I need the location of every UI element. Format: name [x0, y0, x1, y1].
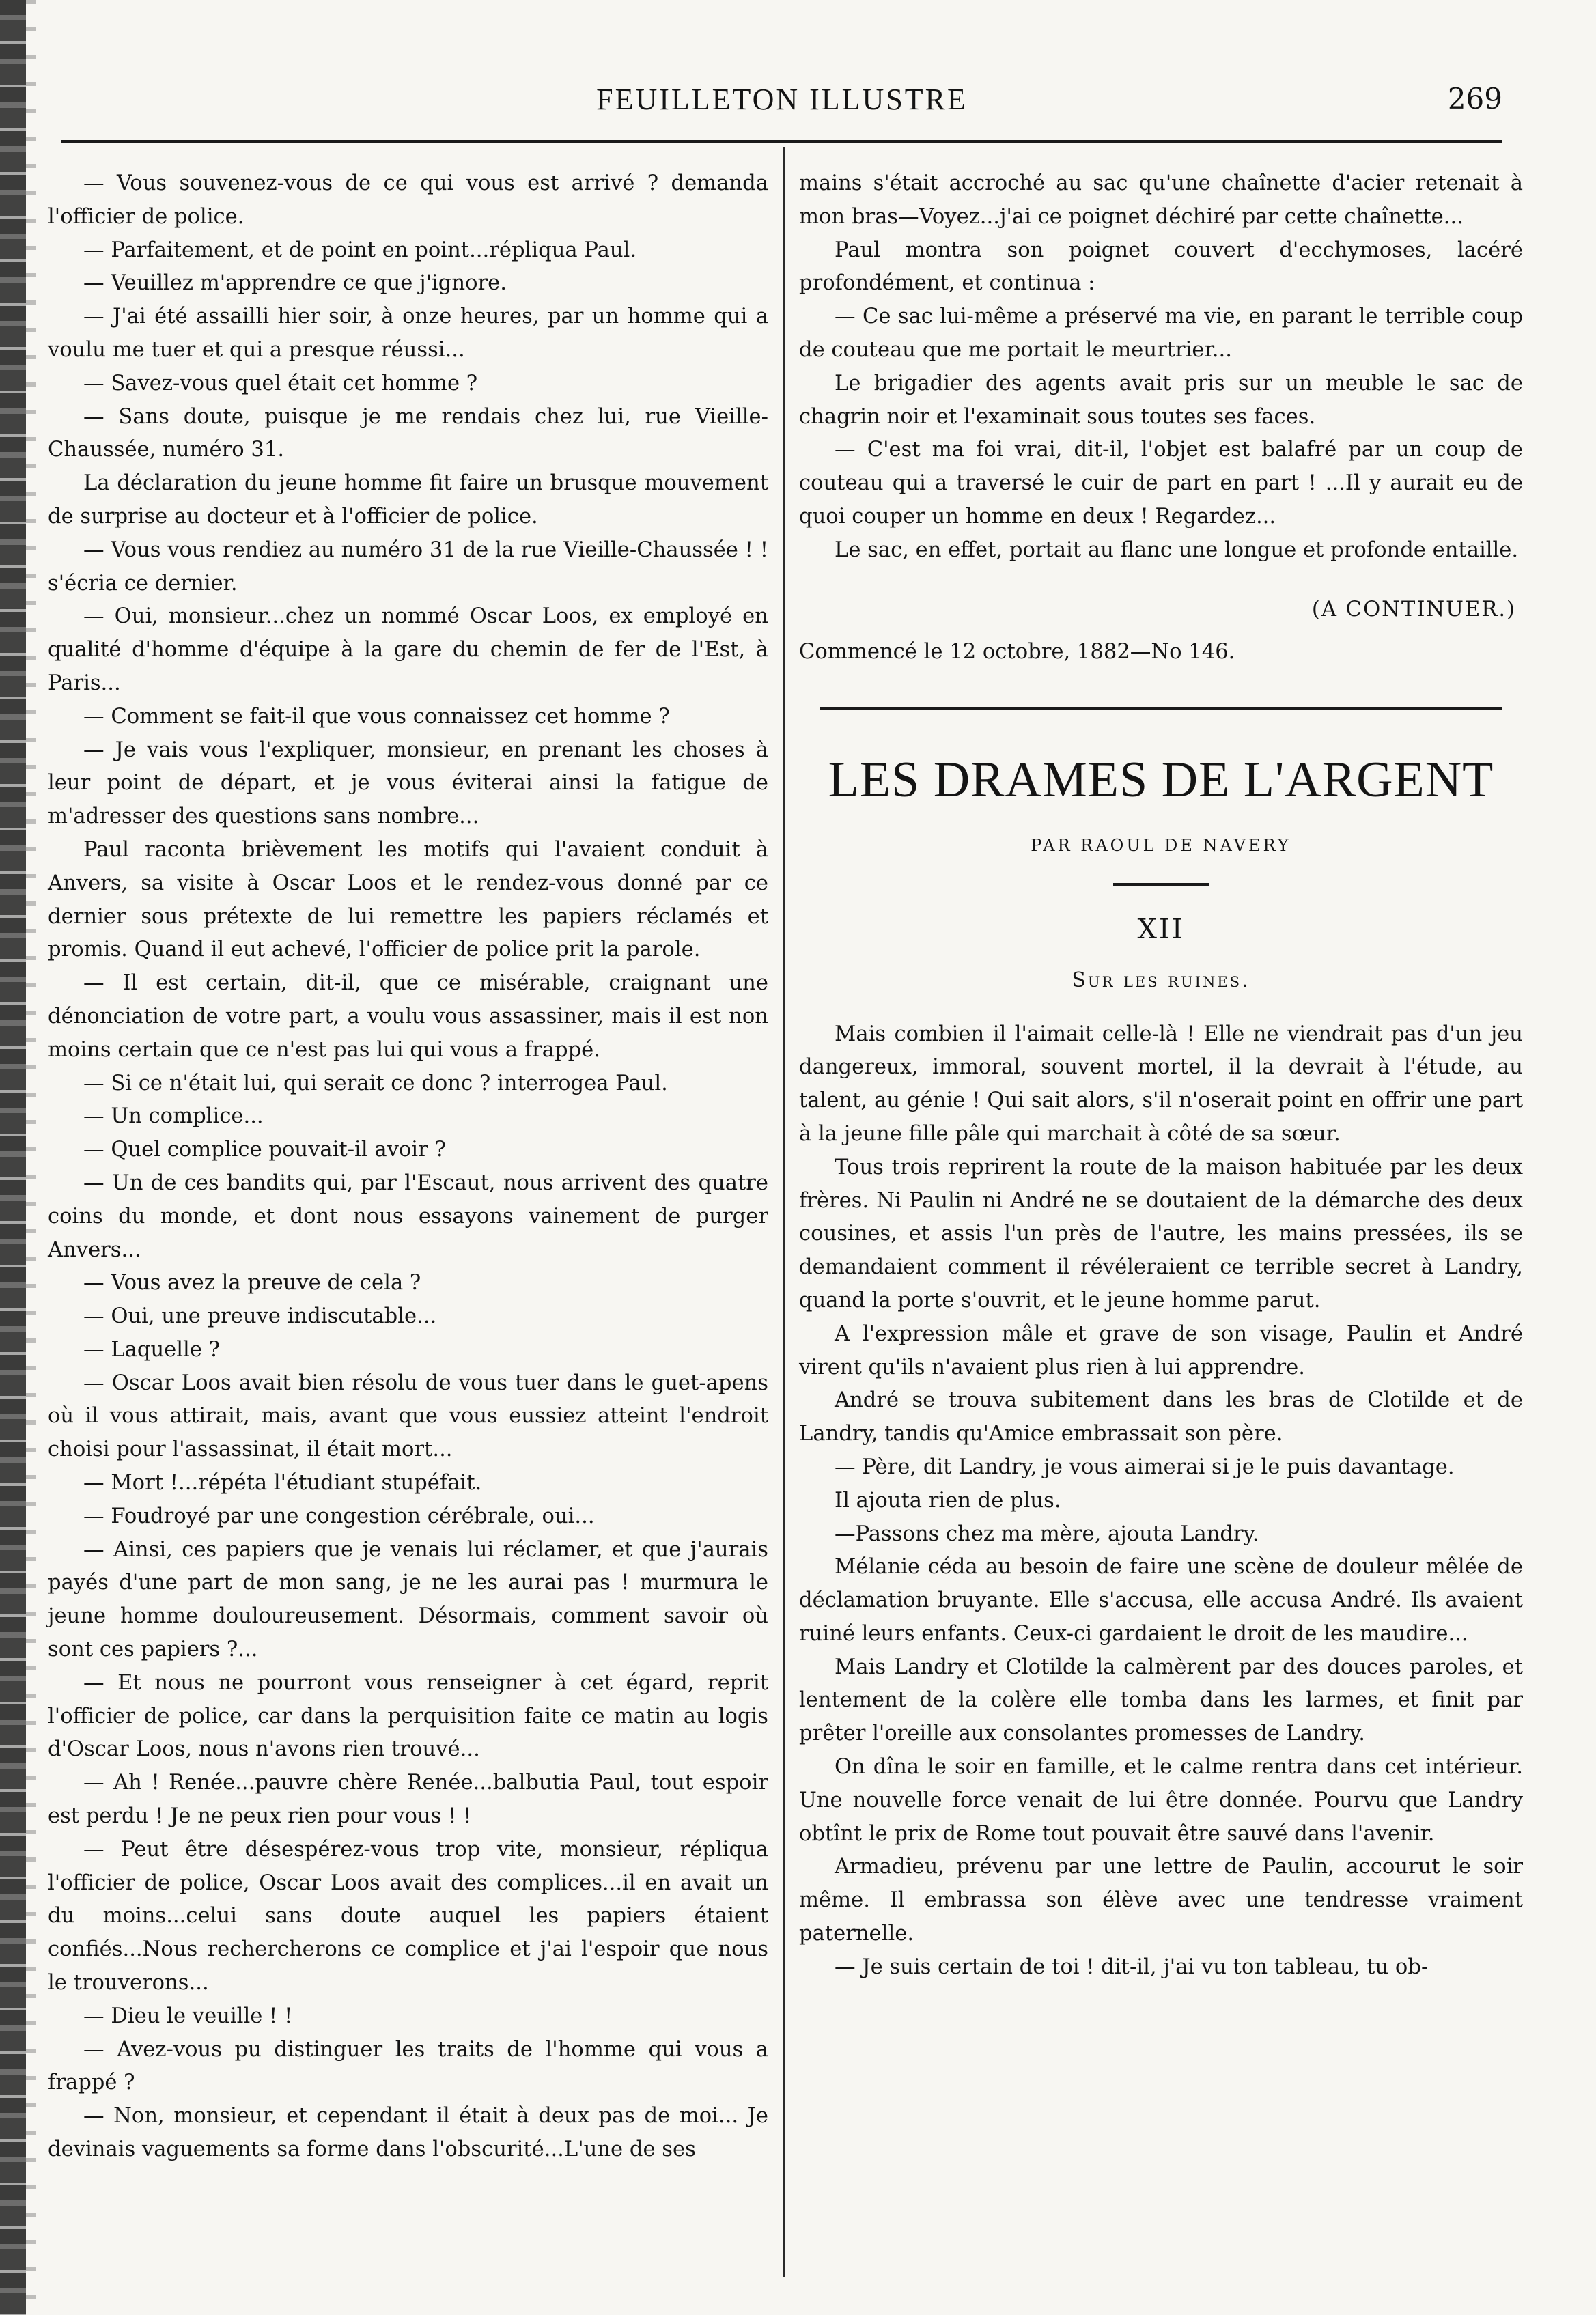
- right-column: [799, 167, 1523, 1984]
- page-header: [61, 82, 1502, 130]
- paragraph: — Vous souvenez-vous de ce qui vous est arrivé ? demanda l'officier de police.: [48, 171, 768, 229]
- paragraph: — Savez-vous quel était cet homme ?: [83, 371, 478, 395]
- paragraph: — Ce sac lui-même a préservé ma vie, en parant le terrible coup de couteau que me portait le meurtrier...: [799, 305, 1523, 362]
- chapter-title: Sur les ruines.: [1072, 968, 1250, 992]
- paragraph: Paul montra son poignet couvert d'ecchymoses, lacéré profondément, et continua :: [799, 238, 1523, 296]
- paragraph: Mélanie céda au besoin de faire une scène de douleur mêlée de déclamation bruyante. Elle s'accusa, elle accusa André. Ils avaient ruiné leurs enfants. Ceux-ci gardaient le droit de les maudire...: [799, 1555, 1523, 1646]
- paragraph: Le brigadier des agents avait pris sur un meuble le sac de chagrin noir et l'examinait sous toutes ses faces.: [799, 371, 1523, 429]
- paragraph: — C'est ma foi vrai, dit-il, l'objet est balafré par un coup de couteau qui a traversé le cuir de part en part ! ...Il y aurait eu de quoi couper un homme en deux ! Regardez...: [799, 438, 1523, 529]
- header-rule: [61, 140, 1502, 143]
- paragraph: Mais Landry et Clotilde la calmèrent par des douces paroles, et lentement de la colère elle tomba dans les larmes, et finit par prêter l'oreille aux consolantes promesses de Landry.: [799, 1655, 1523, 1746]
- paragraph: — Peut être désespérez-vous trop vite, monsieur, répliqua l'officier de police, Oscar Loos avait des complices...il en avait un du moins...celui sans doute auquel les papiers étaient confiés...Nous rechercherons ce complice et j'ai l'espoir que nous le trouverons...: [48, 1837, 768, 1995]
- paragraph: — Quel complice pouvait-il avoir ?: [83, 1138, 446, 1162]
- paragraph: — Sans doute, puisque je me rendais chez lui, rue Vieille-Chaussée, numéro 31.: [48, 404, 768, 462]
- paragraph: — Il est certain, dit-il, que ce misérable, craignant une dénonciation de votre part, a voulu vous assassiner, mais il est non moins certain que ce n'est pas lui qui vous a frappé.: [48, 971, 768, 1062]
- paragraph: — Non, monsieur, et cependant il était à deux pas de moi... Je devinais vaguements sa forme dans l'obscurité...L'une de ses: [48, 2104, 768, 2162]
- paragraph: — Ainsi, ces papiers que je venais lui réclamer, et que j'aurais payés d'une part de mon sang, je ne les aurai pas ! murmura le jeune homme douloureusement. Désormais, comment savoir où sont ces papiers ?...: [48, 1537, 768, 1662]
- paragraph: — Avez-vous pu distinguer les traits de l'homme qui vous a frappé ?: [48, 2037, 768, 2095]
- left-column: [48, 167, 768, 2167]
- paragraph: — Ah ! Renée...pauvre chère Renée...balbutia Paul, tout espoir est perdu ! Je ne peux rien pour vous ! !: [48, 1771, 768, 1829]
- paragraph: — Père, dit Landry, je vous aimerai si je le puis davantage.: [835, 1455, 1455, 1479]
- to-be-continued-note: (A CONTINUER.): [1311, 597, 1516, 621]
- paragraph: — J'ai été assailli hier soir, à onze heures, par un homme qui a voulu me tuer et qui a presque réussi...: [48, 305, 768, 362]
- paragraph: — Je suis certain de toi ! dit-il, j'ai vu ton tableau, tu ob-: [835, 1954, 1429, 1979]
- paragraph: — Oui, monsieur...chez un nommé Oscar Loos, ex employé en qualité d'homme d'équipe à la gare du chemin de fer de l'Est, à Paris...: [48, 604, 768, 695]
- paragraph: — Vous avez la preuve de cela ?: [83, 1271, 421, 1295]
- paragraph: — Oui, une preuve indiscutable...: [83, 1304, 437, 1329]
- paragraph: — Parfaitement, et de point en point...répliqua Paul.: [83, 238, 637, 262]
- paragraph: On dîna le soir en famille, et le calme rentra dans cet intérieur. Une nouvelle force venait de lui être donnée. Pourvu que Landry obtînt le prix de Rome tout pouvait être sauvé dans l'avenir.: [799, 1755, 1523, 1846]
- paragraph: — Dieu le veuille ! !: [83, 2004, 293, 2028]
- paragraph: — Oscar Loos avait bien résolu de vous tuer dans le guet-apens où il vous attirait, mais, avant que vous eussiez atteint l'endroit choisi pour l'assassinat, il était mort...: [48, 1371, 768, 1462]
- paragraph: A l'expression mâle et grave de son visage, Paulin et André virent qu'ils n'avaient plus rien à lui apprendre.: [799, 1321, 1523, 1379]
- paragraph: — Si ce n'était lui, qui serait ce donc ? interrogea Paul.: [83, 1071, 668, 1095]
- paragraph: — Laquelle ?: [83, 1337, 221, 1362]
- previous-story-continuation: [799, 167, 1523, 567]
- started-date-note: Commencé le 12 octobre, 1882—No 146.: [799, 640, 1235, 664]
- paragraph: Armadieu, prévenu par une lettre de Paulin, accourut le soir même. Il embrassa son élève avec une tendresse vraiment paternelle.: [799, 1855, 1523, 1946]
- paragraph: — Foudroyé par une congestion cérébrale, oui...: [83, 1504, 595, 1528]
- paragraph: — Et nous ne pourront vous renseigner à cet égard, reprit l'officier de police, car dans la perquisition faite ce matin au logis d'Oscar Loos, nous n'avons rien trouvé...: [48, 1670, 768, 1762]
- paragraph: André se trouva subitement dans les bras de Clotilde et de Landry, tandis qu'Amice embrassait son père.: [799, 1388, 1523, 1446]
- chapter-text: [799, 1018, 1523, 1984]
- paragraph: —Passons chez ma mère, ajouta Landry.: [835, 1521, 1259, 1546]
- title-rule: [1113, 883, 1209, 886]
- paragraph: Le sac, en effet, portait au flanc une longue et profonde entaille.: [835, 537, 1519, 562]
- page-binding-edge: [0, 0, 26, 2315]
- running-title: FEUILLETON ILLUSTRE: [596, 83, 968, 116]
- paragraph: Il ajouta rien de plus.: [835, 1488, 1061, 1513]
- chapter-number: XII: [1137, 913, 1185, 945]
- paragraph: — Je vais vous l'expliquer, monsieur, en prenant les choses à leur point de départ, et je vous éviterai ainsi la fatigue de m'adresser des questions sans nombre...: [48, 738, 768, 829]
- paragraph: La déclaration du jeune homme fit faire un brusque mouvement de surprise au docteur et à l'officier de police.: [48, 471, 768, 529]
- feuilleton-title: LES DRAMES DE L'ARGENT: [828, 752, 1494, 809]
- page-number: 269: [1447, 82, 1502, 115]
- paragraph: — Veuillez m'apprendre ce que j'ignore.: [83, 271, 507, 296]
- paragraph: — Vous vous rendiez au numéro 31 de la rue Vieille-Chaussée ! ! s'écria ce dernier.: [48, 537, 768, 595]
- paragraph: Tous trois reprirent la route de la maison habituée par les deux frères. Ni Paulin ni André ne se doutaient de la démarche des deux cousines, et assis l'un près de l'autre, les mains pressées, ils se demandaient comment il révéleraient ce terrible secret à Landry, quand la porte s'ouvrit, et le jeune homme parut.: [799, 1155, 1523, 1313]
- paragraph: — Un complice...: [83, 1104, 264, 1129]
- paragraph: mains s'était accroché au sac qu'une chaînette d'acier retenait à mon bras—Voyez...j'ai ce poignet déchiré par cette chaînette...: [799, 171, 1523, 229]
- section-separator: [820, 707, 1502, 710]
- column-divider: [783, 147, 785, 2277]
- paragraph: — Comment se fait-il que vous connaissez cet homme ?: [83, 704, 670, 729]
- paragraph: — Un de ces bandits qui, par l'Escaut, nous arrivent des quatre coins du monde, et dont nous essayons vainement de purger Anvers...: [48, 1170, 768, 1262]
- page-binding-shadow: [26, 0, 36, 2315]
- paragraph: Paul raconta brièvement les motifs qui l'avaient conduit à Anvers, sa visite à Oscar Loos et le rendez-vous donné par ce dernier sous prétexte de lui remettre les papiers réclamés et promis. Quand il eut achevé, l'officier de police prit la parole.: [48, 837, 768, 962]
- paragraph: — Mort !...répéta l'étudiant stupéfait.: [83, 1471, 482, 1496]
- author-byline: PAR RAOUL DE NAVERY: [1031, 836, 1291, 856]
- paragraph: Mais combien il l'aimait celle-là ! Elle ne viendrait pas d'un jeu dangereux, immoral, souvent mortel, il la devrait à l'étude, au talent, au génie ! Qui sait alors, s'il n'oserait point en offrir une part à la jeune fille pâle qui marchait à côté de sa sœur.: [799, 1022, 1523, 1146]
